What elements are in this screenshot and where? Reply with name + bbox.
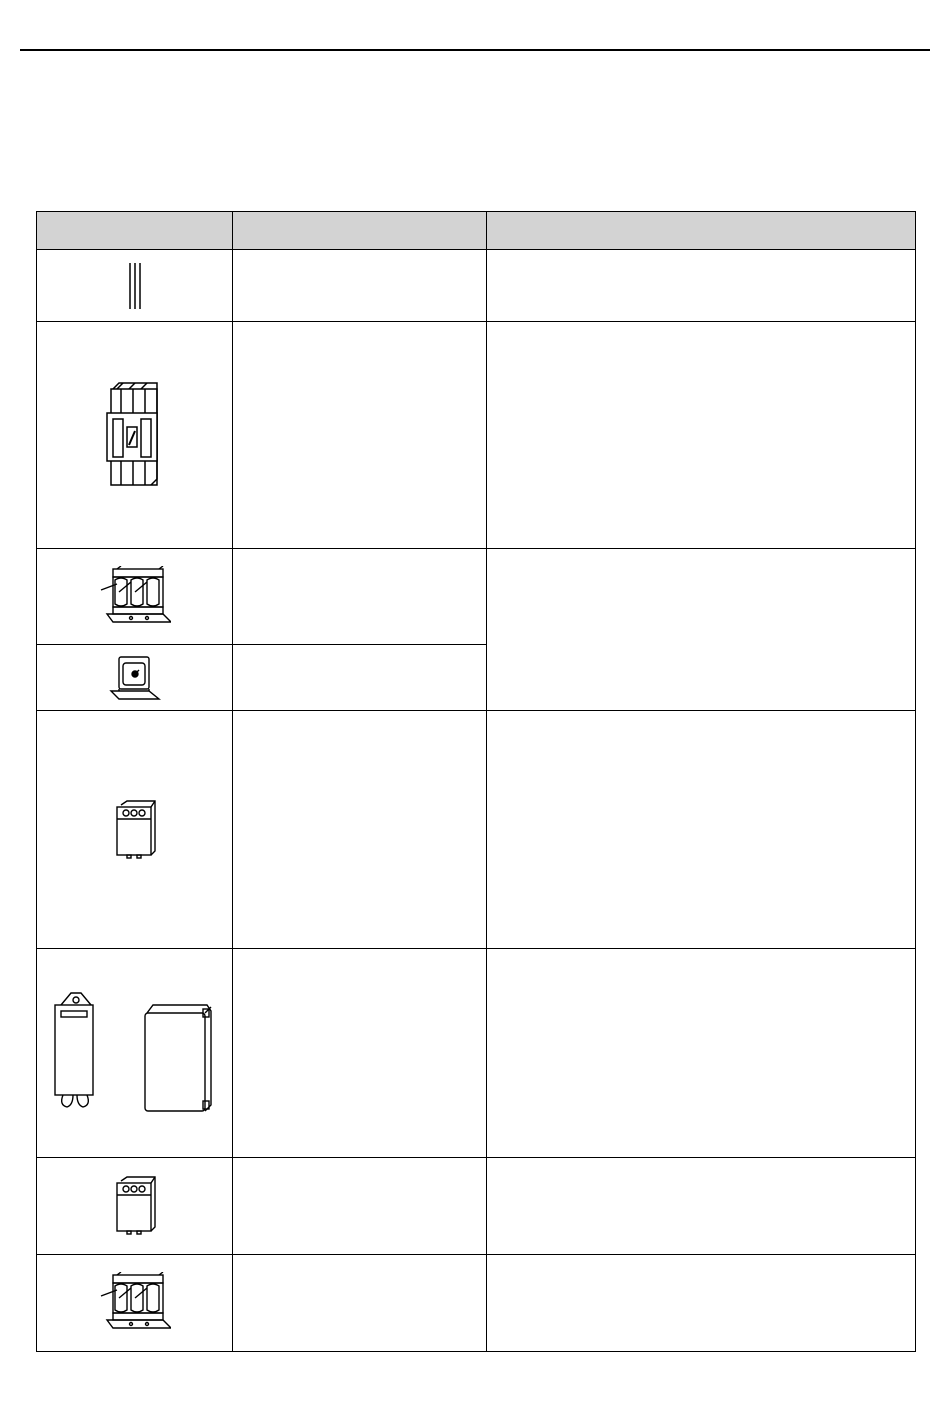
input-filter-icon [113, 799, 157, 861]
table-row [37, 1255, 916, 1352]
three-phase-reactor-icon [99, 566, 171, 628]
output-reactor-icon [99, 1272, 171, 1334]
table-cell-picture [37, 549, 233, 645]
header-description [487, 212, 916, 250]
power-supply-lines-icon [125, 261, 145, 311]
header-name [233, 212, 487, 250]
table-cell-picture [37, 1158, 233, 1255]
table-cell-name [233, 1158, 487, 1255]
table-row [37, 250, 916, 322]
header-picture [37, 212, 233, 250]
table-row [37, 322, 916, 549]
table-cell-picture [37, 711, 233, 949]
table-cell-name [233, 250, 487, 322]
table-cell-picture [37, 645, 233, 711]
table-row [37, 1158, 916, 1255]
table-row [37, 549, 916, 645]
table-header-row [37, 212, 916, 250]
header-rule [20, 49, 930, 51]
table-cell-description [487, 711, 916, 949]
table-cell-name [233, 645, 487, 711]
table-cell-name [233, 949, 487, 1158]
table-cell-name [233, 322, 487, 549]
table-cell-name [233, 1255, 487, 1352]
table-cell-picture [37, 1255, 233, 1352]
table-cell-name [233, 549, 487, 645]
table-row [37, 711, 916, 949]
output-filter-icon [113, 1175, 157, 1237]
table-cell-picture [37, 322, 233, 549]
components-table [36, 211, 916, 1352]
table-cell-picture [37, 250, 233, 322]
table-cell-description [487, 949, 916, 1158]
table-cell-description [487, 1158, 916, 1255]
dc-reactor-icon [109, 655, 161, 701]
table-row [37, 949, 916, 1158]
table-cell-description [487, 250, 916, 322]
table-cell-picture [37, 949, 233, 1158]
circuit-breaker-icon [105, 381, 165, 489]
table-cell-name [233, 711, 487, 949]
braking-resistor-icon [47, 991, 223, 1115]
table-cell-description [487, 549, 916, 711]
table-cell-description [487, 322, 916, 549]
table-cell-description [487, 1255, 916, 1352]
